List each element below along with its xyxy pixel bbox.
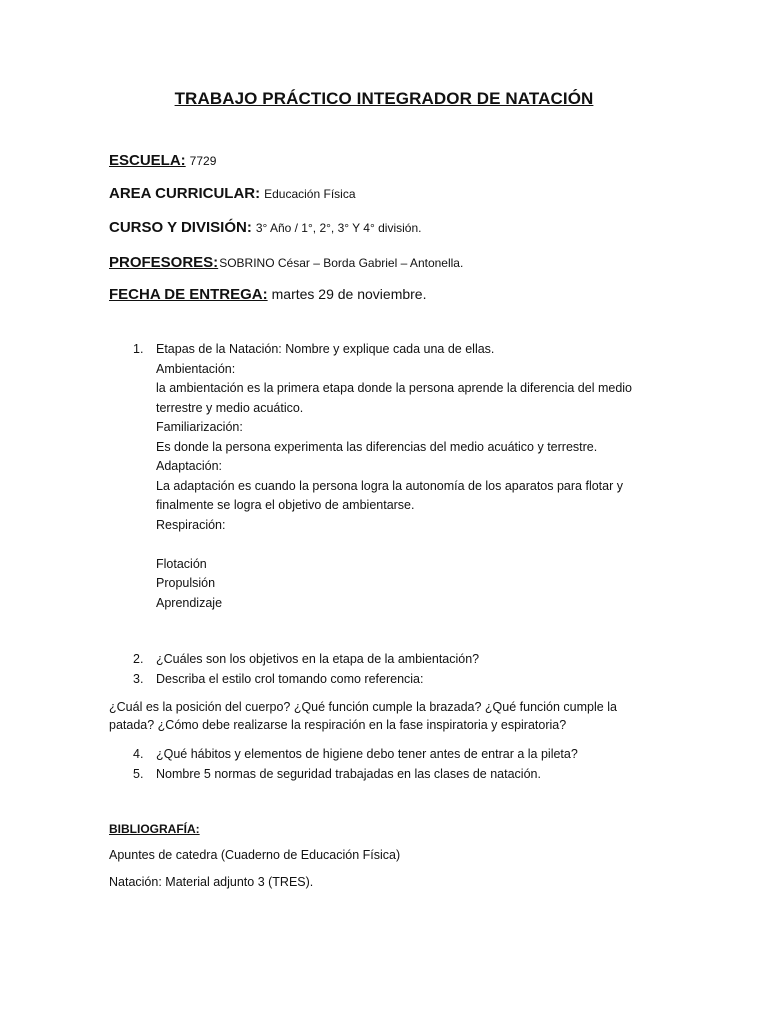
- escuela-label: ESCUELA:: [109, 152, 186, 169]
- blank-line: [156, 535, 653, 555]
- question-list-2: [133, 650, 653, 689]
- bibliografia-item: Apuntes de catedra (Cuaderno de Educación Física): [109, 848, 401, 862]
- curso-field: [109, 219, 421, 237]
- question-4: [133, 745, 653, 765]
- ambientacion-label: Ambientación:: [156, 361, 236, 376]
- bibliografia-item: Natación: Material adjunto 3 (TRES).: [109, 875, 314, 889]
- question-3-detail: ¿Cuál es la posición del cuerpo? ¿Qué función cumple la brazada? ¿Qué función cumple la patada? ¿Cómo debe realizarse la respiración en la fase inspiratoria y espiratoria?: [109, 700, 617, 732]
- question-3: [133, 670, 653, 690]
- question-number: 3.: [133, 671, 144, 686]
- escuela-value: 7729: [189, 154, 217, 168]
- fecha-label: FECHA DE ENTREGA:: [109, 286, 268, 303]
- question-list-1: [133, 340, 653, 613]
- fecha-value: martes 29 de noviembre.: [271, 286, 427, 302]
- area-field: [109, 185, 356, 203]
- bibliografia-heading: BIBLIOGRAFÍA:: [109, 822, 200, 836]
- curso-value: 3° Año / 1°, 2°, 3° Y 4° división.: [255, 221, 422, 235]
- document-title: TRABAJO PRÁCTICO INTEGRADOR DE NATACIÓN: [174, 89, 594, 108]
- question-5: [133, 765, 653, 785]
- question-number: 5.: [133, 766, 144, 781]
- curso-label: CURSO Y DIVISIÓN:: [109, 219, 252, 236]
- question-1: [133, 340, 653, 613]
- familiarizacion-label: Familiarización:: [156, 420, 243, 434]
- question-number: 1.: [133, 342, 144, 356]
- familiarizacion-text: Es donde la persona experimenta las diferencias del medio acuático y terrestre.: [156, 439, 598, 454]
- flotacion-label: Flotación: [156, 556, 207, 571]
- area-label: AREA CURRICULAR:: [109, 185, 261, 202]
- question-list-3: [133, 745, 653, 784]
- question-text: ¿Qué hábitos y elementos de higiene debo tener antes de entrar a la pileta?: [156, 747, 578, 761]
- profesores-value: SOBRINO César – Borda Gabriel – Antonella.: [219, 256, 464, 270]
- question-text: Etapas de la Natación: Nombre y explique cada una de ellas.: [156, 342, 495, 356]
- adaptacion-label: Adaptación:: [156, 459, 223, 473]
- ambientacion-text: la ambientación es la primera etapa donde la persona aprende la diferencia del medio terrestre y medio acuático.: [156, 381, 636, 415]
- fecha-field: [109, 286, 426, 304]
- profesores-label: PROFESORES:: [109, 254, 219, 271]
- escuela-field: [109, 152, 216, 170]
- question-number: 2.: [133, 652, 144, 666]
- question-text: Nombre 5 normas de seguridad trabajadas en las clases de natación.: [156, 766, 541, 781]
- question-2: [133, 650, 653, 670]
- question-text: ¿Cuáles son los objetivos en la etapa de la ambientación?: [156, 652, 480, 666]
- aprendizaje-label: Aprendizaje: [156, 595, 223, 610]
- question-number: 4.: [133, 747, 144, 761]
- question-text: Describa el estilo crol tomando como referencia:: [156, 671, 424, 686]
- adaptacion-text: La adaptación es cuando la persona logra la autonomía de los aparatos para flotar y finalmente se logra el objetivo de ambientarse.: [156, 478, 627, 512]
- profesores-field: [109, 254, 463, 272]
- respiracion-label: Respiración:: [156, 517, 226, 532]
- area-value: Educación Física: [264, 187, 356, 201]
- propulsion-label: Propulsión: [156, 576, 216, 590]
